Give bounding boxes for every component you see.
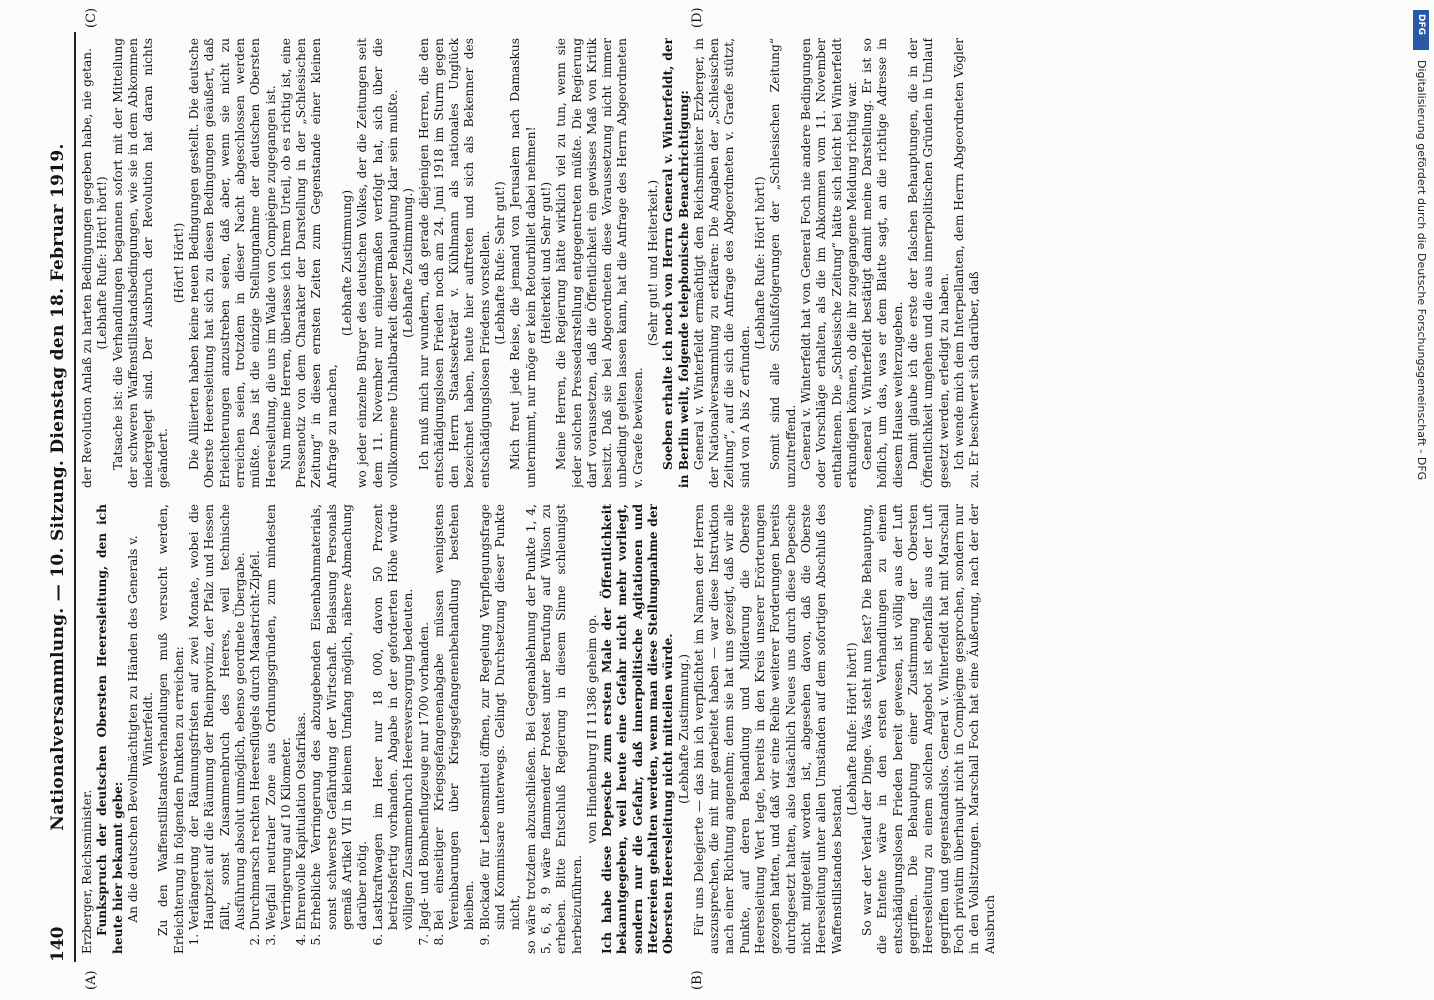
interjection: (Heiterkeit und Sehr gut!) bbox=[538, 181, 553, 345]
paragraph: General v. Winterfeldt ermächtigt den Reichsminister Erzberger, in der Nationalversammlung zu erklären: Die Angaben der „Schlesischen Zeitung“, auf die sich die Anfrage des Abgeordneten v. Graefe stützt, sind von A bis Z erfunden. bbox=[691, 38, 752, 488]
list-item: 7. Jagd- und Bombenflugzeuge nur 1700 vorhanden. bbox=[417, 504, 432, 930]
paragraph: Somit sind alle Schlußfolgerungen der „Schlesischen Zeitung“ unzutreffend. bbox=[768, 38, 798, 488]
paragraph: Ich muß mich nur wundern, daß gerade diejenigen Herren, die den entschädigungslosen Frieden noch am 24. Juni 1918 im Sturm gegen den Herrn Staatssekretär v. Kühlmann als nationales Unglück bezeichnet haben, heute hier auftreten und sich als Bekenner des entschädigungslosen Friedens vorstellen. bbox=[416, 38, 492, 488]
list-item: 6. Lastkraftwagen im Heer nur 18 000, davon 50 Prozent betriebsfertig vorhanden. Abgabe in der geforderten Höhe würde völligen Zusammenbruch Heeresversorgung bedeuten. bbox=[371, 504, 417, 930]
page-number: 140 bbox=[48, 926, 68, 962]
margin-mark-b: (B) bbox=[690, 970, 705, 990]
interjection: (Lebhafte Rufe: Hört! hört!) bbox=[753, 176, 768, 350]
page-header bbox=[44, 32, 74, 962]
list-item: 2. Durchmarsch rechten Heeresflügels durch Maastricht-Zipfel. bbox=[248, 504, 263, 930]
margin-mark-c: (C) bbox=[84, 7, 99, 28]
list-item: 4. Ehrenvolle Kapitulation Ostafrikas. bbox=[294, 504, 309, 930]
interjection: (Lebhafte Rufe: Sehr gut!) bbox=[493, 181, 508, 345]
paragraph: Nun meine Herren, überlasse ich Ihrem Urteil, ob es richtig ist, eine Pressenotiz von dem Charakter der Darstellung in der „Schlesischen Zeitung“ in diesen ernsten Zeiten zum Gegenstande einer kleinen Anfrage zu machen, bbox=[278, 38, 339, 488]
interjection: (Lebhafte Zustimmung.) bbox=[676, 653, 691, 805]
page-title: Nationalversammlung. — 10. Sitzung. Dienstag den 18. Februar 1919. bbox=[48, 143, 68, 831]
margin-mark-d: (D) bbox=[690, 7, 705, 28]
paragraph: Zu den Waffenstillstandsverhandlungen muß versucht werden, Erleichterung in folgenden Punkten zu erreichen: bbox=[156, 504, 186, 954]
paragraph: Für uns Delegierte — das bin ich verpflichtet im Namen der Herren auszusprechen, die mit mir gearbeitet haben — war diese Instruktion nach einer Richtung angenehm; denn sie hat uns gezeigt, daß wir alle Punkte, auf deren Behandlung und Milderung die Oberste Heeresleitung Wert legte, bereits in den Kreis unserer Erörterungen gezogen hatten, und daß wir eine Reihe weiterer Forderungen bereits durchgesetzt hatten, also tatsächlich Neues uns durch diese Depesche nicht mitgeteilt worden ist, abgesehen davon, daß die Oberste Heeresleitung unter allen Umständen auf dem sofortigen Abschluß des Waffenstillstandes bestand. bbox=[691, 504, 844, 954]
paragraph: Meine Herren, die Regierung hätte wirklich viel zu tun, wenn sie jeder solchen Pressedarstellung entgegentreten müßte. Die Regierung darf voraussetzen, daß die Öffentlichkeit ein gewisses Maß von Kritik besitzt. Daß sie bei Abgeordneten diese Voraussetzung nicht immer unbedingt gelten lassen kann, hat die Anfrage des Herrn Abgeordneten v. Graefe bewiesen. bbox=[554, 38, 645, 488]
interjection: (Lebhafte Rufe: Hört! hört!) bbox=[844, 642, 859, 816]
paragraph: wo jeder einzelne Bürger des deutschen Volkes, der die Zeitungen seit dem 11. November nur einigermaßen verfolgt hat, sich über die vollkommene Unhaltbarkeit dieser Behauptung klar sein mußte. bbox=[355, 38, 400, 488]
list-item: 8. Bei einseitiger Kriegsgefangenenabgabe müssen wenigstens Vereinbarungen über Kriegsgefangenenbehandlung bestehen bleiben. bbox=[432, 504, 478, 930]
interjection: (Lebhafte Zustimmung.) bbox=[401, 187, 416, 339]
paragraph: An die deutschen Bevollmächtigten zu Händen des Generals v. Winterfeldt. bbox=[125, 535, 156, 923]
paragraph: der Revolution Anlaß zu harten Bedingungen gegeben habe, nie getan. bbox=[80, 47, 94, 488]
interjection: (Lebhafte Rufe: Hört! hört!) bbox=[95, 176, 110, 350]
paragraph: Ich wende mich dem Interpellanten, dem Herrn Abgeordneten Vögler zu. Er beschwert sich darüber, daß bbox=[951, 38, 982, 488]
header-rule bbox=[74, 32, 76, 962]
paragraph: General v. Winterfeldt bestätigt damit meine Darstellung. Er ist so höflich, um das, was er dem Blatte sagt, an die richtige Adresse in diesem Hause weiterzugeben. bbox=[860, 38, 905, 488]
list-item: 5. Erhebliche Verringerung des abzugebenden Eisenbahnmaterials, sonst schwerste Gefährdung der Wirtschaft. Belassung Personals gemäß Artikel VII in kleinem Umfang möglich, nähere Abmachung darüber nötig. bbox=[309, 504, 370, 930]
column-right bbox=[80, 38, 1350, 488]
speaker-line: Erzberger, Reichsminister. bbox=[80, 789, 94, 954]
paragraph: Soeben erhalte ich noch von Herrn General v. Winterfeldt, der in Berlin weilt, folgende telephonische Benachrichtigung: bbox=[661, 38, 691, 488]
list-item: 3. Wegfall neutraler Zone aus Ordnungsgründen, zum mindesten Verringerung auf 10 Kilometer. bbox=[264, 504, 295, 930]
margin-mark-a: (A) bbox=[84, 970, 99, 990]
paragraph: So war der Verlauf der Dinge. Was steht nun fest? Die Behauptung, die Entente wäre in den ersten Verhandlungen zu einem entschädigungslosen Frieden bereit gewesen, ist völlig aus der Luft gegriffen. Die Behauptung einer Zustimmung der Obersten Heeresleitung zu einem solchen Angebot ist ebenfalls aus der Luft gegriffen und gegenstandslos. General v. Winterfeldt hat mit Marschall Foch privatim überhaupt nicht in Compiègne gesprochen, sondern nur in den Vollsitzungen. Marschall Foch hat eine Äußerung, nach der der Ausbruch bbox=[860, 504, 997, 954]
column-left bbox=[80, 504, 1350, 954]
signature-line: von Hindenburg II 11386 geheim op. bbox=[584, 614, 599, 844]
logo-text: DFG bbox=[1416, 14, 1426, 36]
digitization-sidebar bbox=[1408, 0, 1434, 1000]
paragraph: Funkspruch der deutschen Obersten Heeresleitung, den ich heute hier bekannt gebe: bbox=[95, 504, 125, 954]
interjection: (Hört! Hört!) bbox=[171, 222, 186, 304]
paragraph: Damit glaube ich die erste der falschen Behauptungen, die in der Öffentlichkeit umgehen und die aus innerpolitischen Gründen in Umlauf gesetzt werden, erledigt zu haben. bbox=[906, 38, 951, 488]
list-item: 1. Verlängerung der Räumungsfristen auf zwei Monate, wobei die Hauptzeit auf die Räumung der Rheinprovinz, der Pfalz und Hessen fällt, sonst Zusammenbruch des Heeres, weil technische Ausführung absolut unmöglich, ebenso geordnete Übergabe. bbox=[187, 504, 248, 930]
paragraph: so wäre trotzdem abzuschließen. Bei Gegenablehnung der Punkte 1, 4, 5, 6, 8, 9 wäre flammender Protest unter Berufung auf Wilson zu erheben. Bitte Entschluß Regierung in diesem Sinne schleunigst herbeizuführen. bbox=[523, 504, 584, 954]
paragraph: Tatsache ist: die Verhandlungen begannen sofort mit der Mitteilung der schweren Waffenstillstandsbedingungen, wie sie in dem Abkommen niedergelegt sind. Der Ausbruch der Revolution hat daran nichts geändert. bbox=[110, 38, 171, 488]
digitization-note: Digitalisierung gefördert durch die Deutsche Forschungsgemeinschaft - DFG bbox=[1415, 60, 1428, 481]
interjection: (Sehr gut! und Heiterkeit.) bbox=[645, 179, 660, 347]
list-item: 9. Blockade für Lebensmittel öffnen, zur Regelung Verpflegungsfrage sind Kommissare unterwegs. Gelingt Durchsetzung dieser Punkte nicht, bbox=[478, 504, 524, 930]
interjection: (Lebhafte Zustimmung) bbox=[340, 189, 355, 337]
demand-list bbox=[187, 504, 524, 954]
paragraph: Die Alliierten haben keine neuen Bedingungen gestellt. Die deutsche Oberste Heeresleitung hat sich zu diesen Bedingungen geäußert, daß Erleichterungen anzustreben seien, daß aber, wenn sie nicht zu erreichen seien, trotzdem in dieser Nacht abgeschlossen werden müßte. Das ist die einzige Stellungnahme der deutschen Obersten Heeresleitung, die uns im Walde von Compiègne zugegangen ist. bbox=[187, 38, 278, 488]
paragraph: Ich habe diese Depesche zum ersten Male der Öffentlichkeit bekanntgegeben, weil heute eine Gefahr nicht mehr vorliegt, sondern nur die Gefahr, daß innerpolitische Agitationen und Hetzereien gehalten werden, wenn man diese Stellungnahme der Obersten Heeresleitung nicht mitteilen würde. bbox=[600, 504, 676, 954]
paragraph: Mich freut jede Reise, die jemand von Jerusalem nach Damaskus unternimmt, nur möge er kein Retourbillet dabei nehmen! bbox=[508, 38, 538, 488]
paragraph: General v. Winterfeldt hat von General Foch nie andere Bedingungen oder Vorschläge erhalten, als die im Abkommen vom 11. November enthaltenen. Die „Schlesische Zeitung“ hätte sich leicht bei Winterfeldt erkundigen können, ob die ihr zugegangene Meldung richtig war. bbox=[798, 38, 859, 488]
